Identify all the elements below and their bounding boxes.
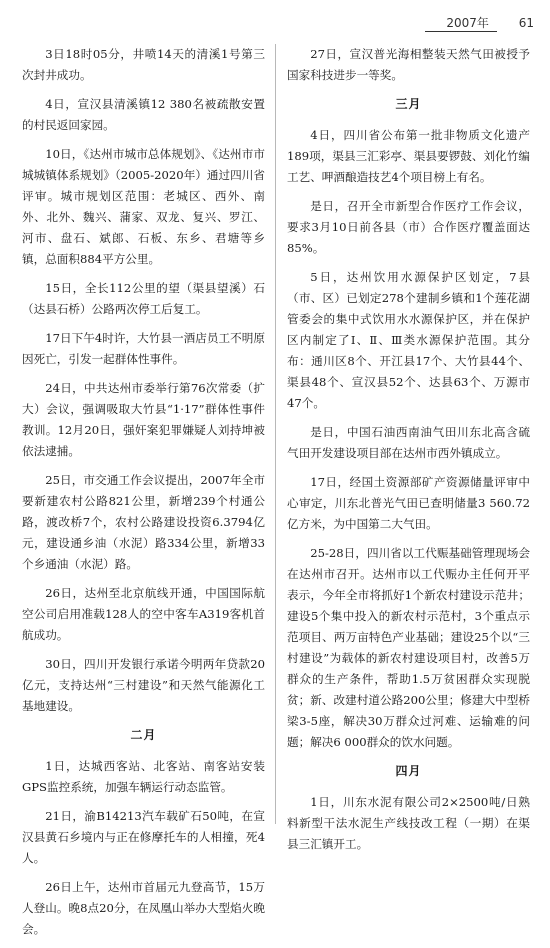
entry-paragraph: 17日下午4时许，大竹县一酒店员工不明原因死亡，引发一起群体性事件。 <box>22 331 265 366</box>
entry-paragraph: 是日，中国石油西南油气田川东北高含硫气田开发建设项目部在达州市西外镇成立。 <box>287 425 530 460</box>
month-heading-april: 四月 <box>395 764 422 778</box>
entry-paragraph: 30日，四川开发银行承诺今明两年贷款20亿元，支持达州“三村建设”和天然气能源化工基地建设。 <box>22 657 265 713</box>
entry-paragraph: 24日，中共达州市委举行第76次常委（扩大）会议，强调吸取大竹县“1·17”群体性事件教训。12月20日，强奸案犯罪嫌疑人刘持坤被依法逮捕。 <box>22 381 265 458</box>
entry-paragraph: 26日，达州至北京航线开通，中国国际航空公司启用准载128人的空中客车A319客机首航成功。 <box>22 586 265 642</box>
entry-paragraph: 27日，宣汉普光海相整装天然气田被授予国家科技进步一等奖。 <box>287 47 530 82</box>
entry-paragraph: 4日，宣汉县清溪镇12 380名被疏散安置的村民返回家园。 <box>22 97 265 132</box>
running-header <box>425 14 534 32</box>
column-divider <box>275 44 276 824</box>
entry-paragraph: 1日，川东水泥有限公司2×2500吨/日熟料新型干法水泥生产线技改工程（一期）在渠县三汇镇开工。 <box>287 795 530 851</box>
entry-paragraph: 1日，达城西客站、北客站、南客站安装GPS监控系统，加强车辆运行动态监管。 <box>22 759 265 794</box>
entry-paragraph: 15日，全长112公里的望（渠县望溪）石（达县石桥）公路两次停工后复工。 <box>22 281 265 316</box>
left-column <box>22 44 265 948</box>
entry-paragraph: 10日，《达州市城市总体规划》、《达州市市城城镇体系规划》（2005-2020年）通过四川省评审。城市规划区范围：老城区、西外、南外、北外、魏兴、蒲家、双龙、复兴、罗江、河市、盘石、斌郎、石板、东乡、君塘等乡镇，总面积884平方公里。 <box>22 147 265 266</box>
page-number: 61 <box>518 16 534 30</box>
month-heading-march: 三月 <box>395 97 422 111</box>
entry-paragraph: 17日，经国土资源部矿产资源储量评审中心审定，川东北普光气田已查明储量3 560.72亿方米，为中国第二大气田。 <box>287 475 530 531</box>
header-year: 2007年 <box>425 14 497 32</box>
month-heading-february: 二月 <box>130 728 157 742</box>
entry-paragraph: 26日上午，达州市首届元九登高节，15万人登山。晚8点20分，在凤凰山举办大型焰火晚会。 <box>22 880 265 936</box>
right-column <box>287 44 530 863</box>
entry-paragraph: 25-28日，四川省以工代赈基础管理现场会在达州市召开。达州市以工代赈办主任何开平表示，今年全市将抓好1个新农村建设示范井；建设5个集中投入的新农村示范村，3个重点示范项目、两万亩特色产业基础；建设25个以“三村建设”为载体的新农村建设项目村，改善5万群众的生产条件，帮助1.5万贫困群众实现脱贫；新、改建村道公路200公里；修建大中型桥梁3-5座，解决30万群众过河难、运输难的问题；解决6 000群众的饮水问题。 <box>287 546 530 749</box>
entry-paragraph: 5日，达州饮用水源保护区划定，7县（市、区）已划定278个建制乡镇和1个莲花湖管委会的集中式饮用水水源保护区，并在保护区内制定了Ⅰ、Ⅱ、Ⅲ类水源保护范围。其分布：通川区8个、开江县17个、大竹县44个、渠县48个、宣汉县52个、达县63个、万源市47个。 <box>287 270 530 410</box>
entry-paragraph: 3日18时05分，井喷14天的清溪1号第三次封井成功。 <box>22 47 265 82</box>
entry-paragraph: 25日，市交通工作会议提出，2007年全市要新建农村公路821公里，新增239个村通公路，渡改桥7个，农村公路建设投资6.3794亿元，建设通乡油（水泥）路334公里，新增33个乡通油（水泥）路。 <box>22 473 265 571</box>
entry-paragraph: 21日，渝B14213汽车载矿石50吨，在宣汉县黄石乡境内与正在修摩托车的人相撞，死4人。 <box>22 809 265 865</box>
entry-paragraph: 4日，四川省公布第一批非物质文化遗产189项，渠县三汇彩亭、渠县要锣鼓、刘化竹编工艺、呷酒酿造技艺4个项目榜上有名。 <box>287 128 530 184</box>
entry-paragraph: 是日，召开全市新型合作医疗工作会议，要求3月10日前各县（市）合作医疗覆盖面达85%。 <box>287 199 530 255</box>
